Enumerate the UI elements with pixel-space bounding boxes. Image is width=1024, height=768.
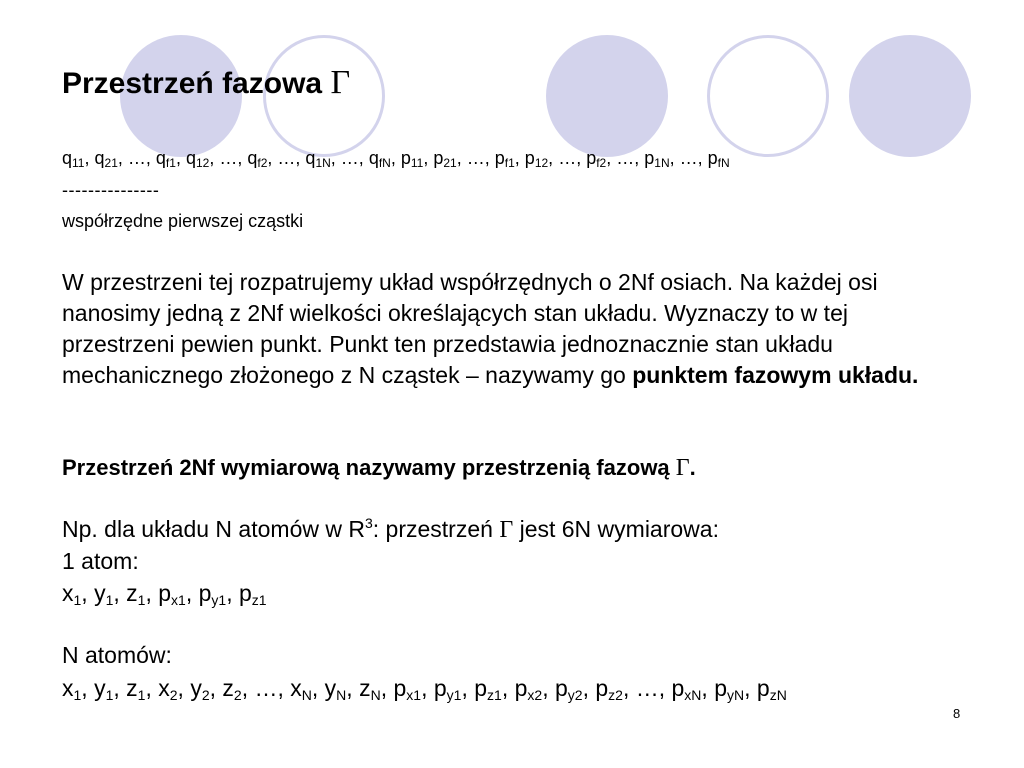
page-number: 8 [953,706,961,721]
gamma-symbol: Γ [675,455,690,481]
paragraph-bold: punktem fazowym układu. [632,362,919,388]
coordinate-symbol: $p_{x1}$ [393,675,422,703]
gamma-symbol: Γ [499,517,514,543]
definition-statement [62,455,696,482]
statement-text: Przestrzeń 2Nf wymiarową nazywamy przestrzenią fazową [62,455,676,480]
example-superscript: 3 [364,515,373,531]
gamma-symbol: Γ [330,64,351,101]
statement-end: . [689,455,696,480]
coordinate-symbol: $q_{11}$ [62,148,85,170]
coordinate-symbol: $z_2$ [222,675,242,703]
coordinate-symbol: … [558,148,577,168]
coordinate-symbol: … [466,148,485,168]
coordinate-symbol: $p_{xN}$ [671,675,702,703]
coordinate-symbol: … [277,148,296,168]
coordinate-symbol: $y_N$ [324,675,347,703]
coordinate-symbol: $q_{12}$ [185,148,210,170]
coordinate-symbol: $q_{fN}$ [368,148,391,170]
n-atoms-coordinates: $x_1$, $y_1$, $z_1$, $x_2$, $y_2$, $z_2$, …, $x_N$, $y_N$, $z_N$, $p_{x1}$, $p_{y1}$, $p_{z1}$, $p_{x2}$, $p_{y2}$, $p_{z2}$, …, $p_{xN}$, $p_{yN}$, $p_{zN}$ [62,675,787,703]
coordinate-symbol: $y_1$ [94,675,114,703]
coordinate-symbol: $p_{f1}$ [494,148,515,170]
coordinate-symbol: … [127,148,146,168]
coordinate-symbol: $p_{11}$ [400,148,424,170]
coordinate-symbol: $q_{f1}$ [155,148,176,170]
coordinate-symbol: … [616,148,635,168]
coordinate-symbol: $p_{x2}$ [514,675,543,703]
coordinate-symbol: $q_{21}$ [94,148,118,170]
coordinate-symbol: $p_{yN}$ [714,675,745,703]
coordinate-symbol: $p_{z1}$ [474,675,502,703]
coordinate-symbol: $p_{y1}$ [198,580,227,608]
coordinate-symbol: $y_2$ [190,675,210,703]
coordinate-symbol: $q_{f2}$ [247,148,268,170]
title-text: Przestrzeń fazowa [62,67,323,100]
coordinate-symbol: $p_{zN}$ [756,675,787,703]
coordinate-symbol: $p_{1N}$ [644,148,670,170]
coordinate-symbol: $p_{f2}$ [586,148,607,170]
coordinate-symbol: $p_{z2}$ [595,675,623,703]
phase-coordinates-line: $q_{11}$, $q_{21}$, …, $q_{f1}$, $q_{12}$, …, $q_{f2}$, …, $q_{1N}$, …, $q_{fN}$, $p_{11}$, $p_{21}$, …, $p_{f1}$, $p_{12}$, …, $p_{f2}$, …, $p_{1N}$, …, $p_{fN}$ [62,148,730,170]
coordinate-symbol: $x_1$ [62,580,82,608]
one-atom-coordinates: $x_1$, $y_1$, $z_1$, $p_{x1}$, $p_{y1}$, $p_{z1}$ [62,580,267,608]
example-middle: : przestrzeń [372,516,500,542]
coordinate-symbol: $x_1$ [62,675,82,703]
coordinate-symbol: $p_{y2}$ [554,675,583,703]
coordinate-symbol: $z_1$ [126,675,146,703]
coordinate-symbol: $x_2$ [158,675,178,703]
example-line [62,516,719,544]
n-atoms-label: N atomów: [62,642,172,668]
example-suffix: jest 6N wymiarowa: [513,516,719,542]
coordinate-symbol: … [679,148,698,168]
first-particle-label: współrzędne pierwszej cząstki [62,211,304,231]
coordinate-symbol: $y_1$ [94,580,114,608]
dash-separator: --------------- [62,180,160,200]
slide-title [62,64,350,102]
coordinate-symbol: $p_{z1}$ [238,580,267,608]
coordinate-symbol: … [635,675,659,701]
coordinate-symbol: … [219,148,238,168]
coordinate-symbol: $p_{x1}$ [158,580,186,608]
coordinate-symbol: $z_1$ [126,580,146,608]
coordinate-symbol: … [254,675,278,701]
coordinate-symbol: $x_N$ [290,675,312,703]
coordinate-symbol: $q_{1N}$ [305,148,331,170]
coordinate-symbol: $p_{y1}$ [433,675,462,703]
one-atom-label: 1 atom: [62,548,139,574]
coordinate-symbol: $z_N$ [359,675,381,703]
description-paragraph [62,267,962,391]
coordinate-symbol: $p_{12}$ [524,148,549,170]
coordinate-symbol: $p_{21}$ [433,148,457,170]
coordinate-symbol: … [340,148,359,168]
coordinate-symbol: $p_{fN}$ [707,148,730,170]
paragraph-text: W przestrzeni tej rozpatrujemy układ współrzędnych o 2Nf osiach. Na każdej osi nanosimy jedną z 2Nf wielkości określających stan układu. Wyznaczy to w tej przestrzeni pewien punkt. Punkt ten przedstawia jednoznacznie stan układu mechanicznego złożonego z N cząstek – nazywamy go [62,269,878,388]
example-prefix: Np. dla układu N atomów w R [62,516,365,542]
